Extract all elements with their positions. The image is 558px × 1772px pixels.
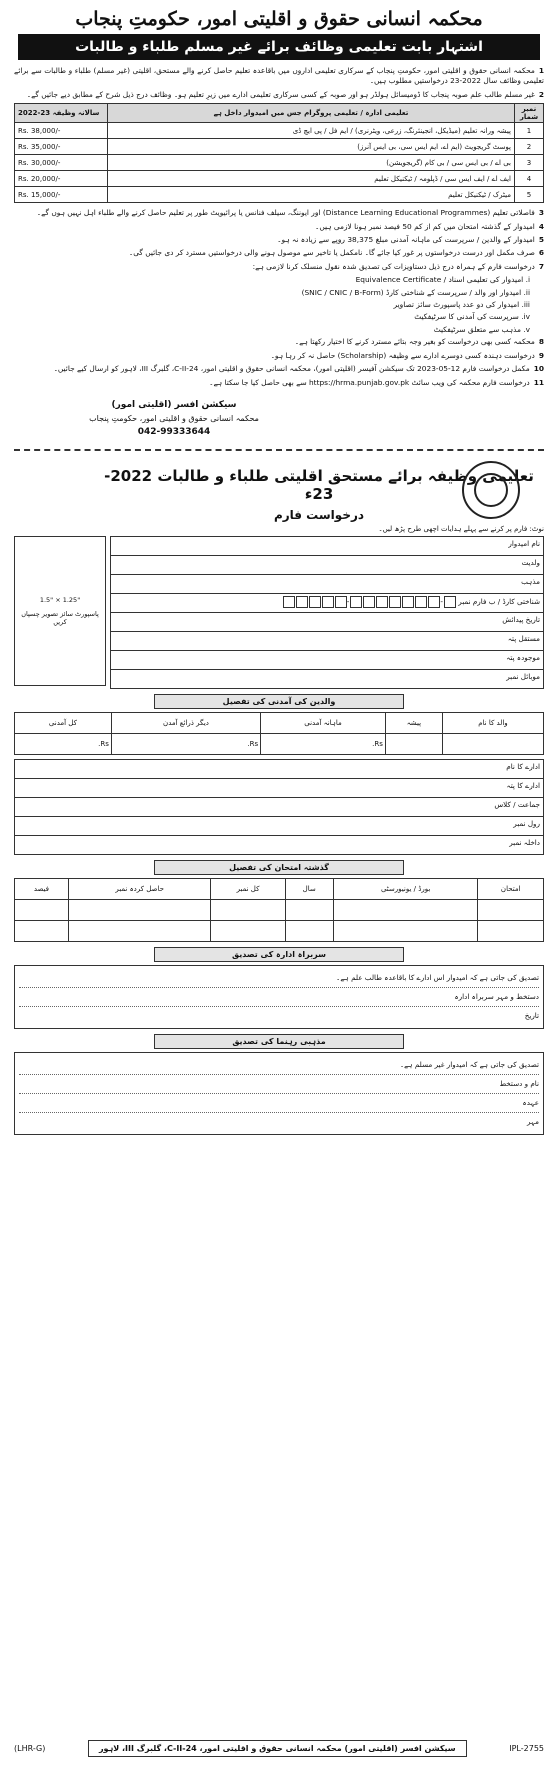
form-field[interactable]: جماعت / کلاس	[15, 798, 543, 817]
condition-item: 10مکمل درخواست فارم 12-05-2023 تک سیکشن آفیسر (اقلیتی امور)، محکمہ انسانی حقوق و اقلیتی امور، 24-C-II، گلبرگ III، لاہور کو ارسال کیے جائیں۔	[53, 364, 544, 374]
form-field[interactable]: رول نمبر	[15, 817, 543, 836]
form-note: نوٹ: فارم پر کرنے سے پہلے ہدایات اچھی طرح پڑھ لیں۔	[378, 524, 544, 533]
photo-instruction: پاسپورٹ سائز تصویر چسپاں کریں	[21, 609, 99, 626]
exam-section-title: گذشتہ امتحان کی تفصیل	[154, 860, 404, 875]
form-subtitle: درخواست فارم	[273, 507, 365, 522]
footer-code-right: IPL-2755	[509, 1744, 544, 1753]
ad-banner: اشتہار بابت تعلیمی وظائف برائے غیر مسلم طلباء و طالبات	[18, 34, 540, 60]
document-item: v. مذہب سے متعلق سرٹیفکیٹ	[433, 324, 530, 334]
table-row[interactable]	[15, 899, 544, 920]
institution-section-title: سربراہ ادارہ کی تصدیق	[154, 947, 404, 962]
table-header-row: والد کا نام پیشہ ماہانہ آمدنی دیگر ذرائع آمدن کل آمدنی	[15, 712, 544, 733]
table-row: 2 پوسٹ گریجویٹ (ایم اے، ایم ایس سی، بی ایس آنرز) Rs. 35,000/-	[15, 139, 544, 155]
table-header-row	[15, 104, 544, 123]
table-row: 3 بی اے / بی ایس سی / بی کام (گریجویشن) Rs. 30,000/-	[15, 155, 544, 171]
col-amount: 2022-23 سالانہ وظیفہ	[15, 104, 108, 123]
table-row: 5 میٹرک / ٹیکنیکل تعلیم Rs. 15,000/-	[15, 187, 544, 203]
col-serial: نمبر شمار	[515, 104, 544, 123]
footer-address: سیکشن افسر (اقلیتی امور) محکمہ انسانی حقوق و اقلیتی امور، 24-C-II، گلبرگ III، لاہور	[88, 1740, 467, 1757]
punjab-logo-icon	[462, 461, 520, 519]
form-field[interactable]: موبائل نمبر	[506, 671, 540, 681]
condition-item: 4امیدوار کے گذشتہ امتحان میں کم از کم 50 فیصد نمبر ہونا لازمی ہیں۔	[314, 221, 544, 231]
form-title: تعلیمی وظیفہ برائے مستحق اقلیتی طلباء و طالبات 2022-23ء	[104, 466, 534, 503]
personal-fields	[110, 536, 544, 689]
form-field[interactable]: نام امیدوار	[111, 537, 543, 556]
condition-item: 11درخواست فارم محکمہ کی ویب سائٹ https://hrma.punjab.gov.pk سے بھی حاصل کیا جا سکتا ہے۔	[209, 377, 544, 387]
table-row: 1 پیشہ ورانہ تعلیم (میڈیکل، انجینئرنگ، زرعی، ویٹرنری) / ایم فل / پی ایچ ڈی Rs. 38,000/-	[15, 123, 544, 139]
form-field[interactable]: ادارے کا پتہ	[15, 779, 543, 798]
personal-section	[14, 536, 544, 689]
form-field[interactable]: داخلہ نمبر	[509, 837, 540, 847]
institution-fields	[14, 759, 544, 855]
institution-verification: تصدیق کی جاتی ہے کہ امیدوار اس ادارے کا باقاعدہ طالب علم ہے۔ دستخط و مہر سربراہ ادارہ تاریخ	[14, 965, 544, 1029]
condition-item: 3فاصلاتی تعلیم (Distance Learning Educational Programmes) اور ایوننگ، سیلف فنانس یا پرائیویٹ طور پر تعلیم حاصل کرنے والے طلباء اہل نہیں ہوں گے۔	[36, 208, 544, 218]
table-row[interactable]: Rs. Rs. Rs.	[15, 733, 544, 754]
cut-line	[14, 449, 544, 451]
form-field[interactable]: مذہب	[111, 575, 543, 594]
table-header-row: امتحان بورڈ / یونیورسٹی سال کل نمبر حاصل کردہ نمبر فیصد	[15, 878, 544, 899]
condition-item: 6صرف مکمل اور درست درخواستوں پر غور کیا جائے گا۔ نامکمل یا تاخیر سے موصول ہونے والی درخواستیں مسترد کر دی جائیں گی۔	[128, 248, 544, 258]
signatory-title: سیکشن افسر (اقلیتی امور)	[111, 399, 237, 410]
form-header	[14, 459, 544, 523]
condition-item: 9درخواست دہندہ کسی دوسرے ادارے سے وظیفہ (Scholarship) حاصل نہ کر رہا ہو۔	[270, 350, 544, 360]
intro-section	[14, 66, 544, 100]
signatory-dept: محکمہ انسانی حقوق و اقلیتی امور، حکومتِ پنجاب	[89, 413, 259, 423]
document-item: iv. سرپرست کی آمدنی کا سرٹیفکیٹ	[414, 312, 530, 322]
religion-section-title: مذہبی رہنما کی تصدیق	[154, 1034, 404, 1049]
intro-para-1: 1محکمہ انسانی حقوق و اقلیتی امور، حکومتِ پنجاب کے سرکاری تعلیمی اداروں میں باقاعدہ تعلیم حاصل کرنے والے مستحق، اقلیتی (غیر مسلم) طلباء و طالبات سے برائے تعلیمی وظائف سال 2022-23 درخواستیں مطلوب ہیں۔	[14, 66, 544, 86]
scholarship-table	[14, 103, 544, 203]
cnic-digits[interactable]: - -	[282, 596, 456, 608]
condition-item: 7درخواست فارم کے ہمراہ درج ذیل دستاویزات کی تصدیق شدہ نقول منسلک کرنا لازمی ہے:	[252, 261, 544, 271]
footer-code-left: (LHR-G)	[14, 1744, 46, 1753]
intro-para-2: 2غیر مسلم طالب علم صوبہ پنجاب کا ڈومیسائل ہولڈر ہو اور صوبہ کے کسی سرکاری تعلیمی ادارے میں زیرِ تعلیم ہو۔ وظائف درج ذیل شرح کے مطابق دیے جائیں گے۔	[26, 89, 544, 99]
form-field[interactable]: شناختی کارڈ / ب فارم نمبر - -	[111, 594, 543, 613]
photo-size: 1.5" × 1.25"	[39, 595, 81, 604]
form-field[interactable]: تاریخ پیدائش	[111, 613, 543, 632]
col-program: تعلیمی ادارہ / تعلیمی پروگرام جس میں امیدوار داخل ہے	[108, 104, 515, 123]
conditions-section	[14, 208, 544, 388]
document-item: i. امیدوار کی تعلیمی اسناد / Equivalence Certificate	[355, 275, 530, 285]
condition-item: 8محکمہ کسی بھی درخواست کو بغیر وجہ بتائے مسترد کرنے کا اختیار رکھتا ہے۔	[294, 337, 544, 347]
form-field[interactable]: ادارے کا نام	[15, 760, 543, 779]
table-row: 4 ایف اے / ایف ایس سی / ڈپلومہ / ٹیکنیکل تعلیم Rs. 20,000/-	[15, 171, 544, 187]
form-field[interactable]: موجودہ پتہ	[111, 651, 543, 670]
exam-table	[14, 878, 544, 942]
income-table	[14, 712, 544, 755]
photo-box	[14, 536, 106, 686]
page-footer	[14, 1740, 544, 1757]
document-item: iii. امیدوار کی دو عدد پاسپورٹ سائز تصاویر	[393, 300, 530, 310]
department-title: محکمہ انسانی حقوق و اقلیتی امور، حکومتِ پنجاب	[75, 8, 483, 30]
document-item: ii. امیدوار اور والد / سرپرست کے شناختی کارڈ (SNIC / CNIC / B-Form)	[301, 287, 530, 297]
signature-block	[74, 398, 274, 439]
income-section-title: والدین کی آمدنی کی تفصیل	[154, 694, 404, 709]
form-field[interactable]: مستقل پتہ	[111, 632, 543, 651]
religion-verification: تصدیق کی جاتی ہے کہ امیدوار غیر مسلم ہے۔ نام و دستخط عہدہ مہر	[14, 1052, 544, 1135]
form-field[interactable]: ولدیت	[111, 556, 543, 575]
table-row[interactable]	[15, 920, 544, 941]
condition-item: 5امیدوار کے والدین / سرپرست کی ماہانہ آمدنی مبلغ 38,375 روپے سے زیادہ نہ ہو۔	[277, 235, 544, 245]
signatory-phone: 042-99333644	[137, 426, 211, 437]
